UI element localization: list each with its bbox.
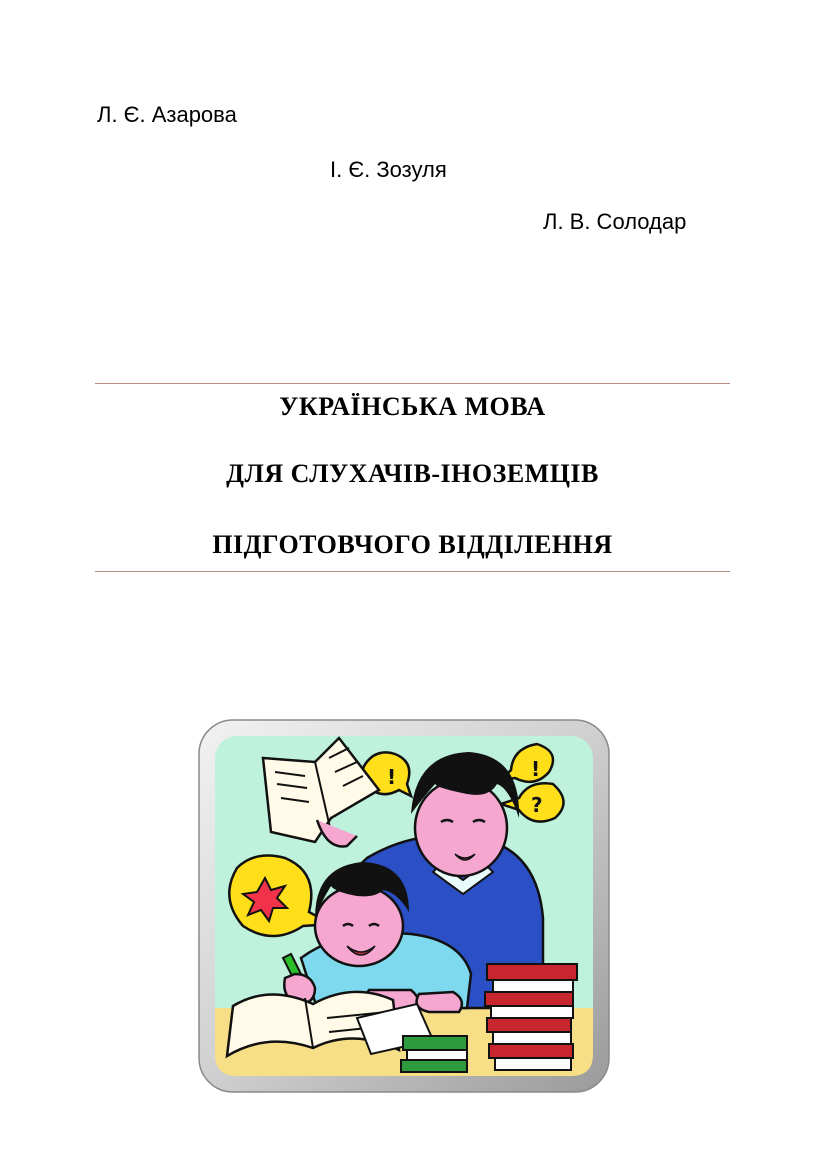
question-icon: ? [531, 793, 543, 817]
author-zozulia: І. Є. Зозуля [330, 157, 447, 182]
exclamation-icon: ! [387, 765, 397, 789]
title-top-rule [95, 383, 730, 384]
red-books [485, 964, 577, 1070]
svg-text:!: ! [531, 757, 541, 781]
title-line-1: УКРАЇНСЬКА МОВА [279, 392, 546, 421]
green-books [401, 1036, 467, 1072]
title-line-2: ДЛЯ СЛУХАЧІВ-ІНОЗЕМЦІВ [226, 459, 599, 488]
title-line-3: ПІДГОТОВЧОГО ВІДДІЛЕННЯ [212, 530, 613, 559]
author-solodar: Л. В. Солодар [543, 209, 687, 234]
cover-illustration [197, 718, 611, 1094]
title-bottom-rule [95, 571, 730, 572]
author-azarova: Л. Є. Азарова [97, 102, 237, 127]
teacher-face [415, 780, 507, 876]
